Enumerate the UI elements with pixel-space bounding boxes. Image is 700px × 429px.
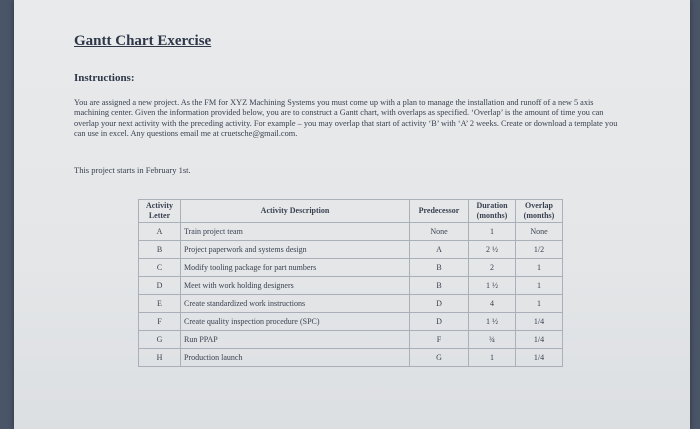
table-row [139,277,563,295]
cell-description: Train project team [181,223,410,241]
cell-letter: F [139,313,181,331]
cell-overlap: None [516,223,563,241]
cell-overlap: 1 [516,259,563,277]
cell-overlap: 1/4 [516,331,563,349]
cell-duration: 1 ½ [469,277,516,295]
start-date-note: This project starts in February 1st. [74,165,191,175]
cell-letter: A [139,223,181,241]
instructions-heading: Instructions: [74,72,135,84]
table-header-row [139,200,563,223]
table-row [139,223,563,241]
table-row [139,313,563,331]
activity-table [138,199,563,367]
cell-predecessor: F [410,331,469,349]
cell-predecessor: B [410,259,469,277]
cell-duration: 1 ½ [469,313,516,331]
table-row [139,241,563,259]
header-activity-description: Activity Description [181,200,410,223]
cell-duration: 2 [469,259,516,277]
document-title: Gantt Chart Exercise [74,33,212,49]
cell-letter: G [139,331,181,349]
cell-letter: C [139,259,181,277]
instructions-paragraph: You are assigned a new project. As the FM for XYZ Machining Systems you must come up with a plan to manage the installation and runoff of a new 5 axis machining center. Given the information provided below, you are to construct a Gantt chart, with overlaps as specified. ‘Overlap’ is the amount of time you can overlap your next activity with the preceding activity. For example – you may overlap that start of activity ‘B’ with ‘A’ 2 weeks. Create or download a template you can use in excel. Any questions email me at cruetsche@gmail.com. [74,98,618,138]
cell-letter: E [139,295,181,313]
cell-predecessor: D [410,313,469,331]
cell-description: Production launch [181,349,410,367]
header-predecessor: Predecessor [410,200,469,223]
cell-overlap: 1/2 [516,241,563,259]
table-row [139,349,563,367]
cell-letter: H [139,349,181,367]
cell-description: Modify tooling package for part numbers [181,259,410,277]
cell-overlap: 1/4 [516,313,563,331]
cell-predecessor: None [410,223,469,241]
cell-duration: 4 [469,295,516,313]
cell-overlap: 1 [516,295,563,313]
cell-description: Create standardized work instructions [181,295,410,313]
cell-predecessor: D [410,295,469,313]
cell-overlap: 1 [516,277,563,295]
cell-letter: D [139,277,181,295]
header-overlap: Overlap (months) [516,200,563,223]
header-duration: Duration (months) [469,200,516,223]
cell-duration: 1 [469,349,516,367]
header-activity-letter: Activity Letter [139,200,181,223]
cell-description: Run PPAP [181,331,410,349]
cell-duration: 2 ½ [469,241,516,259]
cell-duration: ¾ [469,331,516,349]
table-row [139,295,563,313]
cell-description: Project paperwork and systems design [181,241,410,259]
cell-duration: 1 [469,223,516,241]
cell-predecessor: G [410,349,469,367]
cell-predecessor: B [410,277,469,295]
cell-description: Create quality inspection procedure (SPC) [181,313,410,331]
table-row [139,259,563,277]
table-row [139,331,563,349]
cell-predecessor: A [410,241,469,259]
cell-description: Meet with work holding designers [181,277,410,295]
cell-letter: B [139,241,181,259]
cell-overlap: 1/4 [516,349,563,367]
